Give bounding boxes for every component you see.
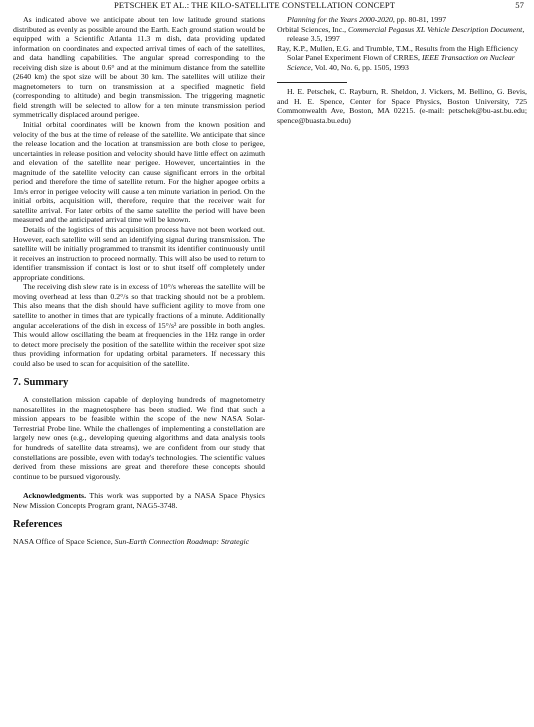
reference-list	[13, 537, 265, 547]
reference-author: Ray, K.P., Mullen, E.G. and Trumble, T.M., Results from the High Efficiency Solar Panel Experiment Flown of CRRES,	[277, 43, 519, 63]
running-head	[0, 0, 534, 12]
left-column	[13, 15, 265, 547]
right-column	[277, 15, 527, 125]
reference-journal: IEEE Transaction on Nuclear Science	[287, 53, 515, 72]
reference-item	[277, 25, 527, 44]
page-number: 57	[515, 0, 524, 10]
section-heading-references: References	[13, 519, 63, 531]
reference-title: Sun-Earth Connection Roadmap: Strategic	[114, 537, 250, 547]
summary-paragraph: A constellation mission capable of deploying hundreds of magnetometry nanosatellites in the magnetosphere has been studied. We find that such a mission appears to be feasible within the scope of the new NASA Solar-Terrestrial Probe line. While the challenges of implementing a constellation are largely new ones (e.g., developing queuing algorithms and data analysis tools for hundreds of satellite data streams), we are confident from our study that constellations are possible, even with today's technologies. The scientific values derived from these missions are great and therefore these concepts should continue to be pursued vigorously.	[13, 395, 265, 481]
body-paragraph-orbital-coordinates: Initial orbital coordinates will be known from the known position and velocity of the bus at the time of release of the satellite. We anticipate that since the release location and the location at transmission are both close to perigee, uncertainties in release position and velocity should have little effect on azimuth and elevation of the satellite near perigee. However, uncertainties in the magnitude of the satellite velocity can cause significant errors in the orbital period and therefore the time of satellite return. For the higher apogee orbits a 1m/s error in perigee velocity will cause a ten minute variation in period. On the initial orbits, acquisition will, therefore, require that the receiver wait for satellite arrival. For later orbits of the same satellite the period will have been measured and the anticipated arrival time will be known.	[13, 120, 265, 225]
reference-title: Commercial Pegasus XL Vehicle Description Document	[348, 24, 523, 34]
reference-details: , pp. 80-81, 1997	[392, 15, 447, 24]
acknowledgments-text: This work was supported by a NASA Space Physics New Mission Concepts Program grant, NAG5-3748.	[13, 491, 265, 510]
running-head-title: PETSCHEK ET AL.: THE KILO-SATELLITE CONSTELLATION CONCEPT	[114, 0, 396, 10]
body-paragraph-ground-stations: As indicated above we anticipate about ten low latitude ground stations distributed as evenly as possible around the Earth. Each ground station would be equipped with a Scientific Atlanta 11.3 m dish, data providing updated information on coordinates and expected arrival times of each of the satellites, and data handling capabilities. The angular spread corresponding to the receiving dish size is about 0.6° and at the minimum distance from the satellite (2640 km) the spot size will be about 30 km. The satellites will utilize their magnetometers to turn on transmission at a specified magnetic field (corresponding to altitude) and begin transmission. The triggering magnetic field strength will be selected to allow for a ten minute transmission period symmetrically displaced around perigee.	[13, 15, 265, 120]
reference-item	[13, 537, 265, 547]
affiliation-divider	[277, 82, 347, 83]
section-heading-summary: 7. Summary	[13, 377, 69, 389]
acknowledgments-paragraph	[13, 491, 265, 510]
reference-item-continued	[277, 15, 527, 25]
acknowledgments-label: Acknowledgments.	[23, 491, 87, 501]
author-affiliation: H. E. Petschek, C. Rayburn, R. Sheldon, J. Vickers, M. Bellino, G. Bevis, and H. E. Spence, Center for Space Physics, Boston University, 725 Commonwealth Ave, Boston, MA 02215. (e-mail: petschek@bu-ast.bu.edu; spence@buasta.bu.edu)	[277, 87, 527, 125]
reference-title-continued: Planning for the Years 2000-2020	[287, 15, 393, 24]
reference-author: NASA Office of Space Science,	[13, 537, 115, 547]
reference-item	[277, 44, 527, 73]
reference-details: , release 3.5, 1997	[287, 24, 525, 44]
body-paragraph-acquisition-logistics: Details of the logistics of this acquisition process have not been worked out. However, each satellite will send an identifying signal during transmission. The satellite will be initially programmed to transmit its identifier continuously until it receives an instruction to proceed normally. This will also be used to return to identifier transmission if contact is lost or to shut itself off completely under appropriate conditions.	[13, 225, 265, 282]
body-paragraph-dish-slew-rate: The receiving dish slew rate is in excess of 10°/s whereas the satellite will be moving overhead at less than 0.2°/s so that tracking should not be a problem. This also means that the dish should have sufficient agility to move from one satellite to another in times that are typically fractions of a minute. Additionally angular accelerations of the dish in excess of 15°/s² are possible in both angles. This would allow oscillating the beam at frequencies in the 1Hz range in order to detect more precisely the position of the satellite within the receiver spot size thus providing information for updating orbital parameters. If necessary this could also be used to scan for acquisition of the satellite.	[13, 282, 265, 368]
reference-author: Orbital Sciences, Inc.,	[277, 24, 349, 34]
reference-details: , Vol. 40, No. 6, pp. 1505, 1993	[310, 62, 409, 72]
